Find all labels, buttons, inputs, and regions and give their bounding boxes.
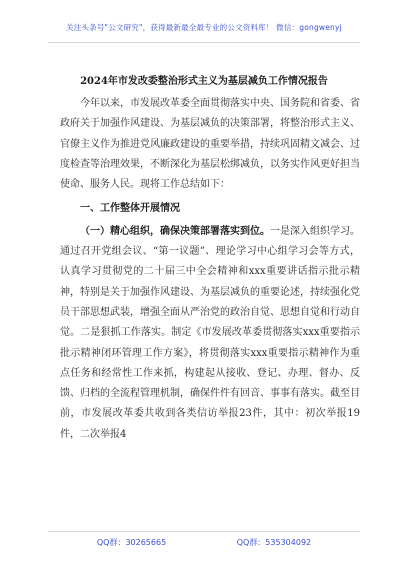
document-body <box>60 94 360 445</box>
section-heading: 一、工作整体开展情况 <box>80 203 180 215</box>
subsection-paragraph <box>60 222 360 445</box>
footer-qq-group-1: QQ群：30265665 <box>96 538 167 547</box>
document-title: 2024年市发改委整治形式主义为基层减负工作情况报告 <box>80 76 328 87</box>
footer-qq-group-2: QQ群：535304092 <box>236 538 312 547</box>
header-divider <box>48 42 360 43</box>
footer <box>0 537 408 548</box>
subsection-body: 一是深入组织学习。通过召开党组会议、“第一议题”、理论学习中心组学习会等方式，认真学习贯彻党的二十届三中全会精神和xxx重要讲话指示批示精神，特别是关于加强作风建设、为基层减负的重要论述，持续强化党员干部思想武装，增强全面从严治党的政治自觉、思想自觉和行动自觉。二是狠抓工作落实。制定《市发展改革委贯彻落实xxx重要指示批示精神闭环管理工作方案》，将贯彻落实xxx重要指示精神作为重点任务和经常性工作来抓，构建起从接收、登记、办理、督办、反馈、归档的全流程管理机制，确保件件有回音、事事有落实。截至目前，市发展改革委共收到各类信访举报23件，其中：初次举报19件，二次举报4 <box>60 225 360 440</box>
footer-divider <box>48 531 360 532</box>
intro-paragraph: 今年以来，市发展改革委全面贯彻落实中央、国务院和省委、省政府关于加强作风建设、为基层减负的决策部署，将整治形式主义、官僚主义作为推进党风廉政建设的重要举措，持续巩固精文减会、过度检查等治理效果，不断深化为基层松绑减负，以务实作风更好担当使命、服务人民。现将工作总结如下： <box>60 98 360 191</box>
header-banner: 关注头条号"公文研究"，获得最新最全最专业的公文资料库！ 微信：gongwenyj <box>66 23 342 32</box>
subsection-heading: （一）精心组织，确保决策部署落实到位。 <box>80 225 270 237</box>
